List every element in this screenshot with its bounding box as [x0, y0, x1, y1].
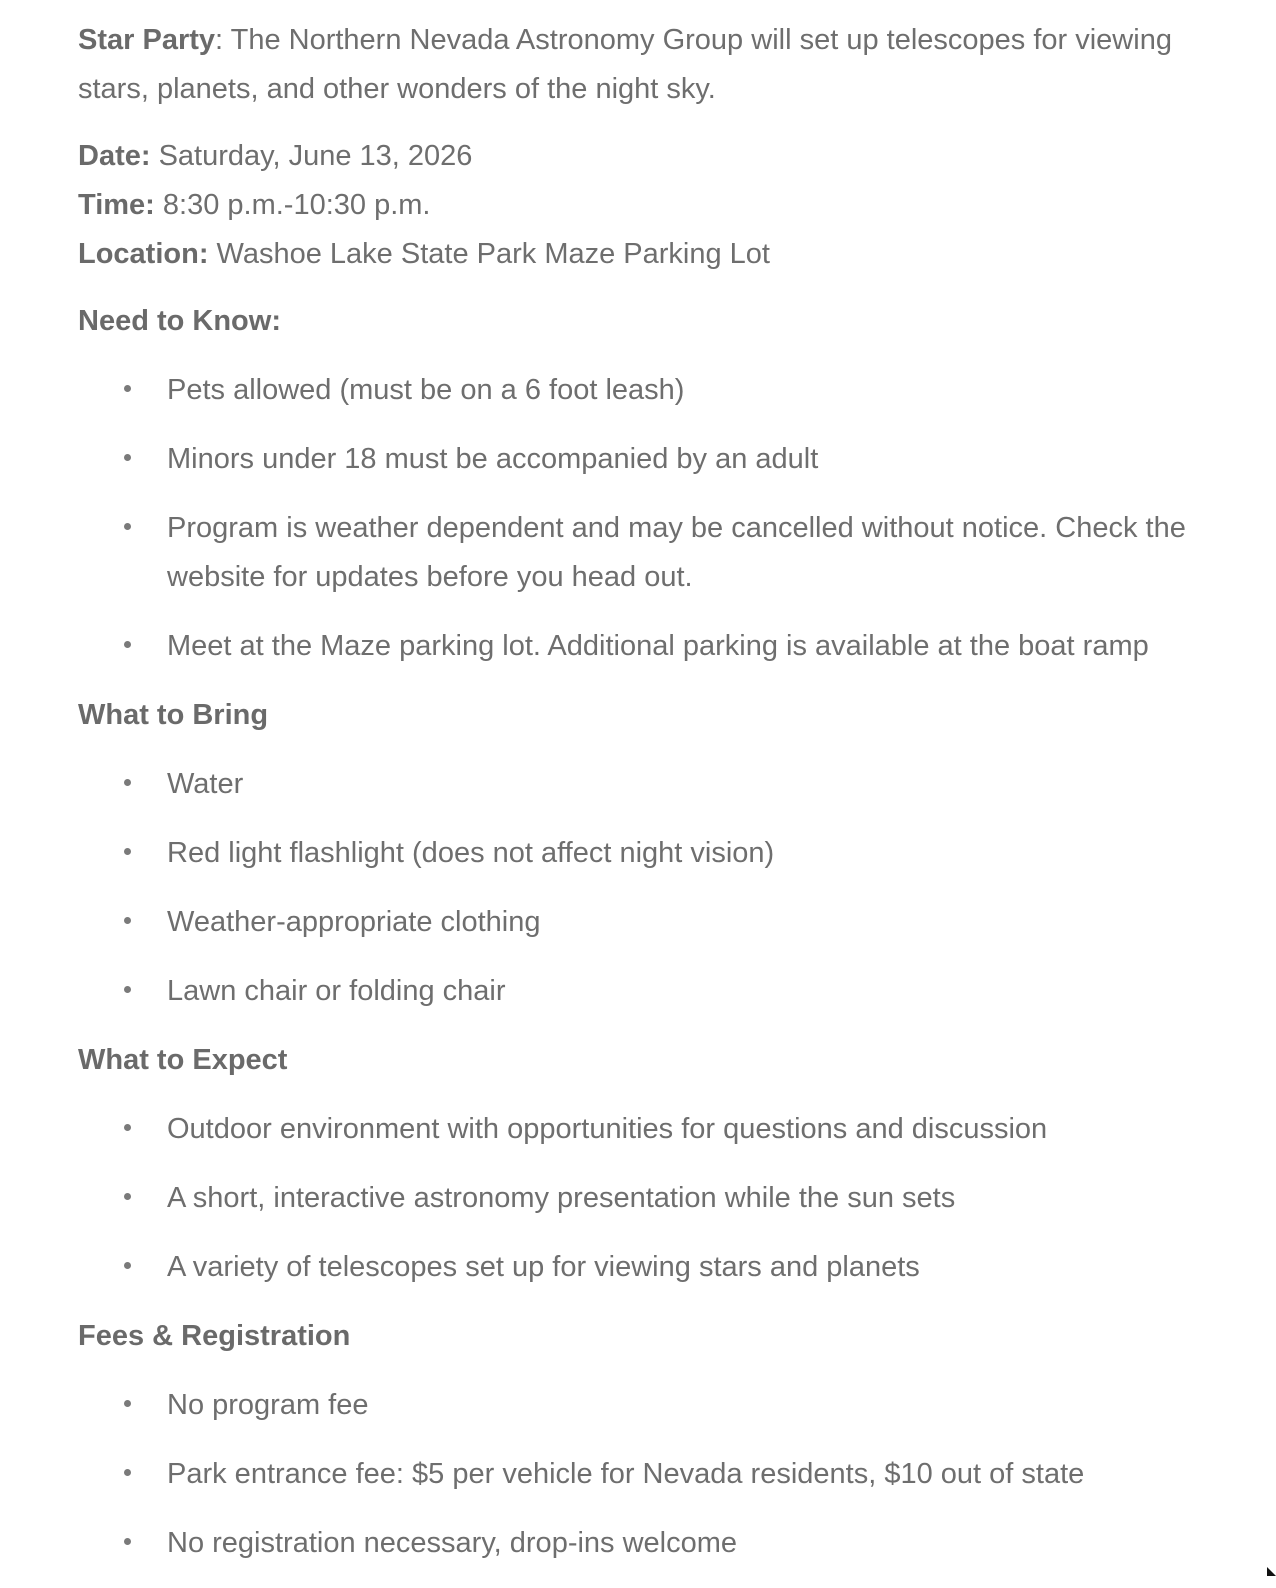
list-item: No registration necessary, drop-ins welcome	[78, 1519, 1238, 1568]
date-row	[78, 132, 1238, 181]
location-label: Location:	[78, 238, 209, 270]
what-to-bring-list	[78, 760, 1238, 1016]
bullet-icon	[124, 1124, 131, 1131]
event-details	[78, 132, 1238, 279]
list-item: A variety of telescopes set up for viewing stars and planets	[78, 1243, 1238, 1292]
fees-registration-list	[78, 1381, 1238, 1568]
list-item: Lawn chair or folding chair	[78, 967, 1238, 1016]
what-to-expect-list	[78, 1105, 1238, 1292]
what-to-expect-heading: What to Expect	[78, 1044, 288, 1076]
list-item: Outdoor environment with opportunities for questions and discussion	[78, 1105, 1238, 1154]
time-value: 8:30 p.m.-10:30 p.m.	[154, 189, 431, 221]
list-item: Program is weather dependent and may be cancelled without notice. Check the website for updates before you head out.	[78, 504, 1238, 602]
location-value: Washoe Lake State Park Maze Parking Lot	[208, 238, 770, 270]
date-value: Saturday, June 13, 2026	[150, 140, 473, 172]
bullet-icon	[124, 917, 131, 924]
list-item: Red light flashlight (does not affect night vision)	[78, 829, 1238, 878]
list-item: No program fee	[78, 1381, 1238, 1430]
bullet-icon	[124, 1193, 131, 1200]
list-item: Meet at the Maze parking lot. Additional parking is available at the boat ramp	[78, 622, 1238, 671]
time-label: Time:	[78, 189, 155, 221]
cursor-icon	[1267, 1567, 1276, 1576]
bullet-icon	[124, 641, 131, 648]
need-to-know-heading: Need to Know:	[78, 305, 281, 337]
bullet-icon	[124, 523, 131, 530]
time-row	[78, 181, 1238, 230]
bullet-icon	[124, 1262, 131, 1269]
intro-paragraph	[78, 16, 1238, 114]
bullet-icon	[124, 1469, 131, 1476]
list-item: Weather-appropriate clothing	[78, 898, 1238, 947]
need-to-know-list	[78, 366, 1238, 671]
intro-text: : The Northern Nevada Astronomy Group will set up telescopes for viewing stars, planets, and other wonders of the night sky.	[78, 24, 1172, 105]
bullet-icon	[124, 385, 131, 392]
date-label: Date:	[78, 140, 151, 172]
bullet-icon	[124, 779, 131, 786]
list-item: Pets allowed (must be on a 6 foot leash)	[78, 366, 1238, 415]
list-item: A short, interactive astronomy presentation while the sun sets	[78, 1174, 1238, 1223]
fees-registration-heading: Fees & Registration	[78, 1320, 351, 1352]
bullet-icon	[124, 848, 131, 855]
location-row	[78, 230, 1238, 279]
bullet-icon	[124, 986, 131, 993]
list-item: Water	[78, 760, 1238, 809]
list-item: Park entrance fee: $5 per vehicle for Nevada residents, $10 out of state	[78, 1450, 1238, 1499]
what-to-bring-heading: What to Bring	[78, 699, 269, 731]
bullet-icon	[124, 1400, 131, 1407]
event-description	[78, 16, 1238, 1588]
bullet-icon	[124, 454, 131, 461]
list-item: Minors under 18 must be accompanied by an adult	[78, 435, 1238, 484]
intro-label: Star Party	[78, 24, 216, 56]
bullet-icon	[124, 1538, 131, 1545]
